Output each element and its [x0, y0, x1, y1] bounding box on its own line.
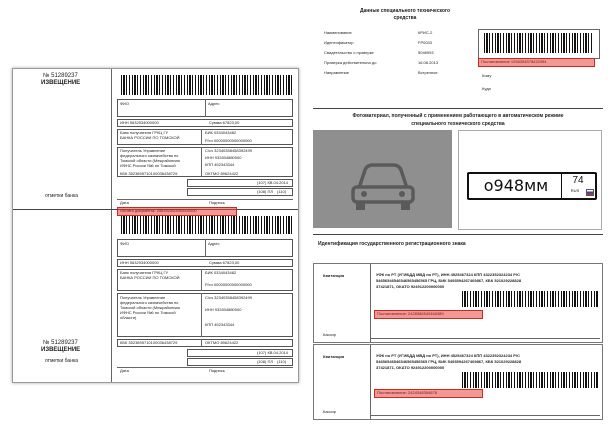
device-label-4: Направление [324, 70, 349, 75]
kvitancia-uin-highlight-2: Постановление: 2424348354678 [374, 389, 483, 398]
device-value-1: FP0033 [418, 40, 433, 45]
inn-field: ИНН 5632934000000 [120, 120, 159, 125]
address-label-2: Адрес [208, 241, 220, 246]
kvitancia-uin-highlight-1: Постановление: 2428386543466389 [374, 310, 483, 319]
receipt-bank-mark-bottom: отметки банка [45, 358, 79, 364]
kvitancia-line1-1: УФК по РТ (УГИБДД МВД по РТ), ИНН 4525467324 КПП 4322352324234 Р/С [376, 272, 520, 277]
recipient-line5-2: области) [120, 315, 137, 320]
code108-field-2: (108) ПЛ [257, 359, 273, 364]
vehicle-photo [313, 130, 452, 228]
bik-field-2: БИК 0334043482 [205, 270, 237, 275]
bank-line2: БАНКА РОССИИ ПО ТОМСКОЙ [120, 135, 180, 140]
kbk-field: КБК 3523895710100036438729 [120, 171, 178, 176]
komu-label: Кому [482, 73, 492, 78]
plate-panel [458, 130, 602, 230]
receipt-form-top [117, 99, 293, 205]
kvitancia-barcode-1 [462, 291, 598, 307]
signature-label-2: Подпись [209, 368, 225, 373]
recipient-line4-2: ИФНС России №6 по Томской [120, 310, 176, 315]
ks-field-2: С/сч 32340358458392499 [205, 295, 252, 300]
code110-field-2: (110) [277, 359, 287, 364]
date-label-2: Дата [120, 368, 129, 373]
account-field-2: Р/сч 00000000000000000 [205, 282, 252, 287]
oktmo-field: ОКТМО 89624422 [205, 171, 239, 176]
recipient-line3: Томской области (Межрайонная [120, 158, 180, 163]
recipient-line3-2: Томской области (Межрайонная [120, 305, 180, 310]
date-label: Дата [120, 200, 129, 205]
plate-region: 74 [572, 175, 584, 186]
photo-caption-line1: Фотоматериал, полученный с применением работающего в автоматическом режиме [352, 113, 564, 119]
kvitancia-block-1 [313, 263, 603, 343]
flag-icon [586, 189, 594, 196]
receipt-barcode-top [121, 75, 293, 95]
recipient-line2: федерального казначейства по [120, 153, 179, 158]
kvitancia-line1-2: УФК по РТ (УГИБДД МВД по РТ), ИНН 4525467324 КПП 4322352324234 Р/С [376, 353, 520, 358]
kuda-label: Куда [482, 86, 491, 91]
kvitancia-barcode-2 [462, 372, 598, 388]
plate-number: о948мм [483, 176, 549, 195]
recipient-line1: Получатель Управление [120, 148, 166, 153]
photo-caption-line2: специального технического средства [411, 121, 505, 127]
device-header-line1: Данные специального технического [359, 8, 451, 14]
plate-id-caption: Идентификация государственного регистрационного знака [318, 241, 466, 247]
receipt-form-bottom [117, 239, 293, 375]
device-value-2: 5046993 [418, 50, 434, 55]
kvitancia-line2-2: 54656546546546565456565 ГРЦ, БИК 5493594267469867, КБК 521029228828 [376, 359, 522, 364]
recipient-line2-2: федерального казначейства по [120, 300, 179, 305]
inn2-field-2: ИНН 932834880000 [205, 307, 242, 312]
cashier-label-2: Кассир [323, 409, 337, 414]
device-uin-highlight: Постановление 1256394578432094 [478, 58, 595, 67]
receipt-bank-mark-top: отметки банка [45, 193, 79, 199]
device-value-0: КРИС-2 [418, 30, 433, 35]
bik-field: БИК 0334043482 [205, 130, 237, 135]
device-label-1: Идентификатор [324, 40, 354, 45]
car-icon [313, 130, 452, 228]
kvitancia-label-2: Квитанция [323, 354, 345, 359]
receipt-barcode-bottom [121, 216, 293, 234]
kbk-field-2: КБК 3523895710100036438729 [120, 340, 178, 345]
kv-field-2: (107) КВ.04.2014 [257, 350, 289, 355]
signature-label: Подпись [209, 200, 225, 205]
inn-field-2: ИНН 5632934000000 [120, 260, 159, 265]
device-label-2: Свидетельство о проверке [324, 50, 374, 55]
kvitancia-block-2 [313, 344, 603, 420]
kvitancia-label-1: Квитанция [323, 273, 345, 278]
amount-field: Сумма 67823,00 [209, 120, 240, 125]
device-header-line2: средства [393, 15, 417, 21]
license-plate [467, 172, 597, 200]
kpp-field: КПП 452343344 [205, 162, 235, 167]
bank-line2-2: БАНКА РОССИИ ПО ТОМСКОЙ [120, 275, 180, 280]
oktmo-field-2: ОКТМО 89624422 [205, 340, 239, 345]
recipient-line4: ИФНС России №6 по Томской [120, 163, 176, 168]
fio-label: ФИО [120, 101, 130, 106]
bank-line1-2: Банк получателя ГРКЦ ГУ [120, 270, 169, 275]
kvitancia-line3-2: 37421871, ОКАТО 924912200000000 [376, 365, 445, 370]
receipt-title-bottom: ИЗВЕЩЕНИЕ [41, 347, 81, 353]
device-barcode [484, 33, 592, 53]
kv-field: (107) КВ.04.2014 [257, 180, 289, 185]
receipt-title-top: ИЗВЕЩЕНИЕ [41, 80, 81, 86]
address-label: Адрес [208, 101, 220, 106]
ks-field: С/сч 32340358458392499 [205, 148, 252, 153]
device-barcode-box [478, 29, 600, 59]
account-field: Р/сч 00000000000000000 [205, 138, 252, 143]
code110-field: (110) [277, 189, 287, 194]
receipt-uin-highlight: Оплата документа: 256392000000000000 [117, 207, 237, 216]
kvitancia-line3-1: 37421871, ОКАТО 924912200000000 [376, 284, 445, 289]
receipt-number-bottom: № 51289237 [43, 340, 78, 346]
device-label-0: Наименование [324, 30, 352, 35]
kvitancia-line2-1: 54656546546546565456565 ГРЦ, БИК 5493594267469867, КБК 521029228828 [376, 278, 522, 283]
device-value-3: 16.08.2013 [418, 60, 439, 65]
code108-field: (108) ПЛ [257, 189, 273, 194]
plate-country: RUS [570, 188, 580, 193]
fio-label-2: ФИО [120, 241, 130, 246]
recipient-line1-2: Получатель Управление [120, 295, 166, 300]
inn2-field: ИНН 932834880000 [205, 155, 242, 160]
amount-field-2: Сумма 67823,00 [209, 260, 240, 265]
payment-receipt [12, 68, 299, 383]
receipt-number-top: № 51289237 [43, 73, 78, 79]
bank-line1: Банк получателя ГРКЦ ГУ [120, 130, 169, 135]
cashier-label-1: Кассир [323, 332, 337, 337]
device-label-3: Проверка действительна до [324, 60, 377, 65]
device-value-4: Встречное [418, 70, 438, 75]
kpp-field-2: КПП 452343344 [205, 322, 235, 327]
